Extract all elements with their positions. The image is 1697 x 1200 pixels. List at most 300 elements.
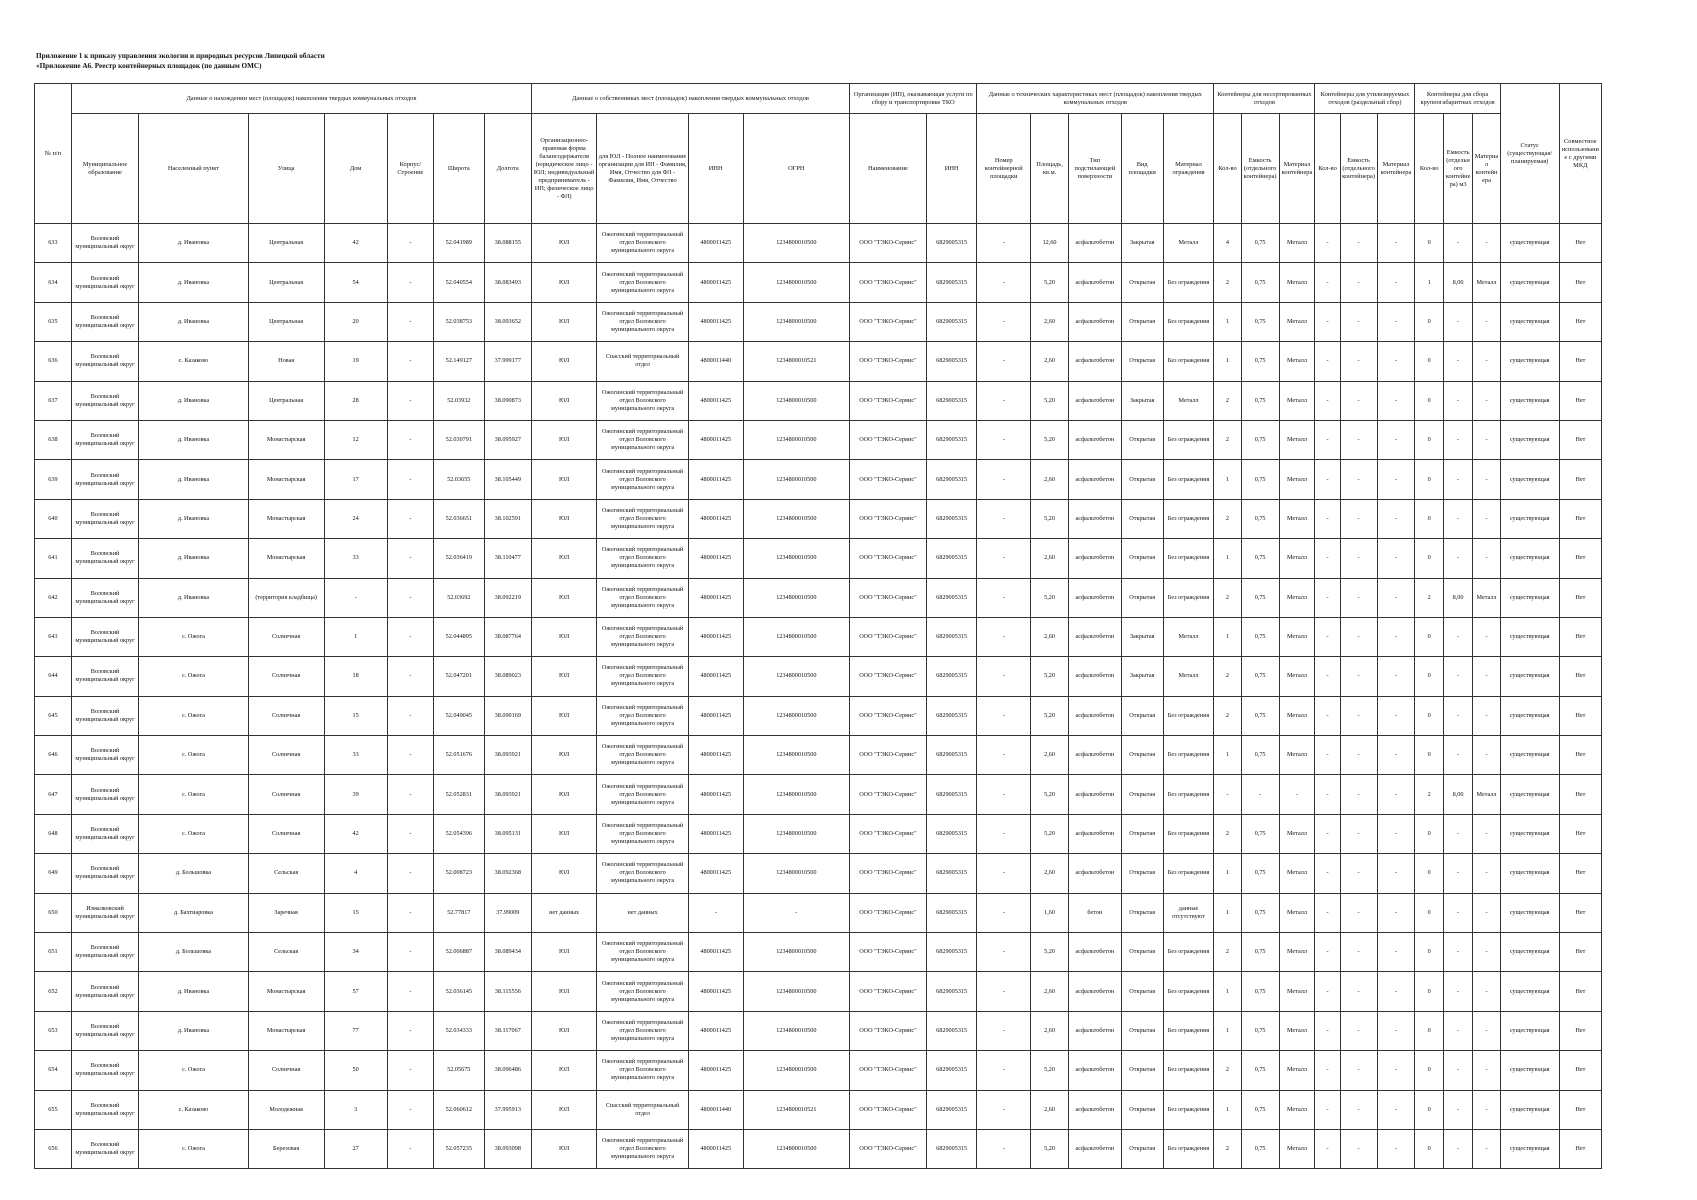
table-cell: Металл <box>1279 1051 1315 1090</box>
table-cell: Ожогинский территориальный отдел Воловского муниципального округа <box>597 972 689 1011</box>
table-cell: 0 <box>1415 1090 1443 1129</box>
table-cell: 0 <box>1415 854 1443 893</box>
table-cell: Металл <box>1279 696 1315 735</box>
table-cell: 38.095927 <box>484 420 531 459</box>
table-cell: 6829005315 <box>926 657 977 696</box>
header-column-row <box>35 114 1602 224</box>
table-cell: асфальтобетон <box>1069 814 1122 853</box>
table-cell: существующая <box>1500 1090 1559 1129</box>
table-cell: Закрытая <box>1121 617 1163 656</box>
table-cell: Без ограждения <box>1163 736 1214 775</box>
group-bulky: Контейнеры для сбора крупногабаритных отходов <box>1415 84 1500 114</box>
table-cell: асфальтобетон <box>1069 539 1122 578</box>
table-cell: - <box>1443 420 1472 459</box>
table-cell: 42 <box>324 814 387 853</box>
table-cell: - <box>1443 696 1472 735</box>
table-cell: асфальтобетон <box>1069 972 1122 1011</box>
table-cell: 646 <box>35 736 72 775</box>
table-cell: - <box>1377 775 1415 814</box>
table-cell: ЮЛ <box>531 657 596 696</box>
table-cell: - <box>1340 854 1377 893</box>
table-cell: - <box>1340 1011 1377 1050</box>
table-cell: 37.999177 <box>484 342 531 381</box>
table-cell: 0 <box>1415 342 1443 381</box>
table-cell: Без ограждения <box>1163 263 1214 302</box>
table-cell: Монастырская <box>248 539 324 578</box>
table-cell: 642 <box>35 578 72 617</box>
table-cell: Воловский муниципальный округ <box>71 854 138 893</box>
table-cell: 639 <box>35 460 72 499</box>
table-cell: 5,20 <box>1031 657 1069 696</box>
table-cell: - <box>1315 578 1340 617</box>
table-cell: - <box>387 696 433 735</box>
table-cell: д. Ивановка <box>139 578 249 617</box>
table-cell: нет данных <box>531 893 596 932</box>
table-cell: д. Ивановка <box>139 263 249 302</box>
table-cell: - <box>1340 736 1377 775</box>
table-cell: 4800011425 <box>688 263 743 302</box>
table-cell: 4800011425 <box>688 1051 743 1090</box>
table-cell: нет данных <box>597 893 689 932</box>
table-cell: 52.006887 <box>434 933 485 972</box>
table-row <box>35 972 1602 1011</box>
table-cell: 38.083493 <box>484 263 531 302</box>
table-cell: 4800011425 <box>688 814 743 853</box>
table-cell: 52.060612 <box>434 1090 485 1129</box>
table-cell: - <box>977 224 1031 263</box>
table-cell: 0 <box>1415 1011 1443 1050</box>
table-cell: существующая <box>1500 893 1559 932</box>
table-row <box>35 302 1602 341</box>
table-cell: Без ограждения <box>1163 460 1214 499</box>
table-cell: 38.096486 <box>484 1051 531 1090</box>
table-cell: Сельская <box>248 933 324 972</box>
table-cell: Металл <box>1163 657 1214 696</box>
table-cell: Открытая <box>1121 696 1163 735</box>
table-cell: асфальтобетон <box>1069 420 1122 459</box>
table-cell: Измалковский муниципальный округ <box>71 893 138 932</box>
table-cell: Без ограждения <box>1163 1090 1214 1129</box>
table-cell: - <box>1473 972 1500 1011</box>
table-cell: 19 <box>324 342 387 381</box>
table-cell: существующая <box>1500 736 1559 775</box>
table-cell: 42 <box>324 224 387 263</box>
table-cell: - <box>1473 224 1500 263</box>
table-cell: 52.77817 <box>434 893 485 932</box>
table-cell: ЮЛ <box>531 1051 596 1090</box>
table-cell: 4800011425 <box>688 420 743 459</box>
table-cell: Металл <box>1279 342 1315 381</box>
table-cell: - <box>1340 342 1377 381</box>
table-cell: 1234800010500 <box>743 657 849 696</box>
table-cell: (территория кладбища) <box>248 578 324 617</box>
table-cell: Монастырская <box>248 972 324 1011</box>
col-owner-inn: ИНН <box>688 114 743 224</box>
table-cell: - <box>1340 263 1377 302</box>
table-cell: существующая <box>1500 972 1559 1011</box>
table-cell: асфальтобетон <box>1069 263 1122 302</box>
table-cell: Металл <box>1279 420 1315 459</box>
table-cell: - <box>1443 893 1472 932</box>
table-cell: ЮЛ <box>531 578 596 617</box>
table-row <box>35 539 1602 578</box>
table-cell: - <box>977 972 1031 1011</box>
table-cell: 1 <box>324 617 387 656</box>
table-cell: Нет <box>1559 814 1601 853</box>
table-cell: с. Ожога <box>139 736 249 775</box>
col-bulky-qty: Кол-во <box>1415 114 1443 224</box>
table-cell: 1 <box>1214 539 1241 578</box>
table-cell: ООО "ТЭКО-Сервис" <box>850 302 927 341</box>
table-cell: Открытая <box>1121 893 1163 932</box>
table-cell: 0 <box>1415 302 1443 341</box>
table-cell: Металл <box>1279 814 1315 853</box>
table-cell: 52.041989 <box>434 224 485 263</box>
table-cell: Ожогинский территориальный отдел Воловского муниципального округа <box>597 1129 689 1168</box>
table-cell: существующая <box>1500 420 1559 459</box>
table-cell: 0 <box>1415 1051 1443 1090</box>
table-cell: 647 <box>35 775 72 814</box>
col-bulky-capacity: Емкость (отдельного контейнера) м3 <box>1443 114 1472 224</box>
table-cell: Сельская <box>248 854 324 893</box>
table-cell: ООО "ТЭКО-Сервис" <box>850 539 927 578</box>
table-cell: Закрытая <box>1121 224 1163 263</box>
table-cell: 6829005315 <box>926 696 977 735</box>
table-cell: - <box>1473 460 1500 499</box>
table-cell: - <box>1443 381 1472 420</box>
table-cell: 0,75 <box>1241 1090 1279 1129</box>
table-cell: - <box>1377 263 1415 302</box>
table-cell: 1234800010500 <box>743 1011 849 1050</box>
table-cell: 5,20 <box>1031 1051 1069 1090</box>
table-cell: 2,60 <box>1031 539 1069 578</box>
table-cell: - <box>977 420 1031 459</box>
table-cell: 6829005315 <box>926 775 977 814</box>
table-cell: существующая <box>1500 696 1559 735</box>
table-row <box>35 263 1602 302</box>
col-owner-name: для ЮЛ - Полное наименование организации для ИП - Фамилия, Имя, Отчество для ФЛ - Фамилия, Имя, Отчество <box>597 114 689 224</box>
table-cell: асфальтобетон <box>1069 499 1122 538</box>
table-cell: 0 <box>1415 933 1443 972</box>
table-cell: - <box>1315 1090 1340 1129</box>
col-area: Площадь, кв.м. <box>1031 114 1069 224</box>
table-cell: 37.99009 <box>484 893 531 932</box>
table-cell: Воловский муниципальный округ <box>71 302 138 341</box>
table-cell: ООО "ТЭКО-Сервис" <box>850 854 927 893</box>
table-cell: ЮЛ <box>531 736 596 775</box>
table-cell: 652 <box>35 972 72 1011</box>
table-cell: 15 <box>324 893 387 932</box>
table-cell: - <box>1473 893 1500 932</box>
table-row <box>35 933 1602 972</box>
table-cell: - <box>387 854 433 893</box>
table-cell: Металл <box>1473 775 1500 814</box>
table-cell: д. Ивановка <box>139 460 249 499</box>
table-cell: Воловский муниципальный округ <box>71 263 138 302</box>
table-cell: - <box>1214 775 1241 814</box>
table-cell: - <box>1340 499 1377 538</box>
table-cell: Металл <box>1163 224 1214 263</box>
table-cell: - <box>1315 460 1340 499</box>
table-cell: 641 <box>35 539 72 578</box>
table-cell: - <box>1340 420 1377 459</box>
table-cell: - <box>1473 696 1500 735</box>
table-cell: - <box>977 460 1031 499</box>
table-cell: Воловский муниципальный округ <box>71 499 138 538</box>
table-cell: Нет <box>1559 302 1601 341</box>
table-cell: - <box>1340 1090 1377 1129</box>
table-cell: д. Ивановка <box>139 1011 249 1050</box>
table-cell: Без ограждения <box>1163 1129 1214 1168</box>
table-cell: 1 <box>1214 736 1241 775</box>
table-cell: - <box>387 972 433 1011</box>
table-cell: 52.049045 <box>434 696 485 735</box>
table-cell: 2,60 <box>1031 1011 1069 1050</box>
table-cell: 28 <box>324 381 387 420</box>
table-cell: - <box>1340 539 1377 578</box>
table-cell: 38.093652 <box>484 302 531 341</box>
table-cell: 1234800010500 <box>743 420 849 459</box>
table-row <box>35 736 1602 775</box>
table-cell: - <box>977 775 1031 814</box>
table-cell: 1234800010500 <box>743 1129 849 1168</box>
table-cell: - <box>1443 736 1472 775</box>
table-cell: Нет <box>1559 224 1601 263</box>
table-row <box>35 499 1602 538</box>
table-cell: Воловский муниципальный округ <box>71 1011 138 1050</box>
table-cell: ЮЛ <box>531 696 596 735</box>
table-cell: 1234800010500 <box>743 460 849 499</box>
table-cell: - <box>1315 224 1340 263</box>
table-cell: Молодежная <box>248 1090 324 1129</box>
table-cell: - <box>1340 1051 1377 1090</box>
table-cell: - <box>1377 342 1415 381</box>
col-unsorted-material: Материал контейнера <box>1279 114 1315 224</box>
table-cell: - <box>1377 617 1415 656</box>
table-cell: Без ограждения <box>1163 814 1214 853</box>
table-cell: ЮЛ <box>531 933 596 972</box>
table-cell: - <box>1340 933 1377 972</box>
table-cell: 0,75 <box>1241 933 1279 972</box>
table-cell: асфальтобетон <box>1069 224 1122 263</box>
table-cell: 0,75 <box>1241 814 1279 853</box>
table-cell: асфальтобетон <box>1069 696 1122 735</box>
table-cell: 3 <box>324 1090 387 1129</box>
table-cell: 1234800010500 <box>743 736 849 775</box>
table-cell: 38.102591 <box>484 499 531 538</box>
table-cell: 38.090873 <box>484 381 531 420</box>
table-cell: 1 <box>1214 302 1241 341</box>
table-cell: - <box>1443 539 1472 578</box>
table-cell: - <box>1340 775 1377 814</box>
table-cell: 0,75 <box>1241 736 1279 775</box>
table-cell: - <box>1377 1129 1415 1168</box>
col-settlement: Населенный пункт <box>139 114 249 224</box>
table-cell: - <box>387 657 433 696</box>
table-cell: 648 <box>35 814 72 853</box>
table-cell: Центральная <box>248 224 324 263</box>
table-cell: Металл <box>1163 617 1214 656</box>
table-cell: 4800011425 <box>688 696 743 735</box>
table-cell: Воловский муниципальный округ <box>71 775 138 814</box>
table-cell: 1234800010500 <box>743 1051 849 1090</box>
table-cell: Без ограждения <box>1163 1011 1214 1050</box>
table-cell: Открытая <box>1121 775 1163 814</box>
table-cell: - <box>387 381 433 420</box>
col-longitude: Долгота <box>484 114 531 224</box>
table-cell: ООО "ТЭКО-Сервис" <box>850 263 927 302</box>
table-cell: 38.088155 <box>484 224 531 263</box>
table-cell: Без ограждения <box>1163 696 1214 735</box>
table-cell: Солнечная <box>248 814 324 853</box>
table-cell: Ожогинский территориальный отдел Воловского муниципального округа <box>597 736 689 775</box>
table-cell: с. Ожога <box>139 775 249 814</box>
table-cell: - <box>1315 539 1340 578</box>
table-cell: 4800011425 <box>688 1011 743 1050</box>
col-site-type: Вид площадки <box>1121 114 1163 224</box>
table-cell: - <box>1340 381 1377 420</box>
col-fence: Материал ограждения <box>1163 114 1214 224</box>
header-line-2: «Приложение А6. Реестр контейнерных площадок (по данным ОМС) <box>36 62 262 70</box>
table-cell: 4800011425 <box>688 1129 743 1168</box>
table-cell: существующая <box>1500 854 1559 893</box>
table-cell: Металл <box>1473 263 1500 302</box>
table-cell: 637 <box>35 381 72 420</box>
table-cell: 12,60 <box>1031 224 1069 263</box>
table-cell: Без ограждения <box>1163 302 1214 341</box>
table-cell: 5,20 <box>1031 381 1069 420</box>
table-cell: Воловский муниципальный округ <box>71 1051 138 1090</box>
table-cell: - <box>387 933 433 972</box>
table-cell: Монастырская <box>248 420 324 459</box>
table-cell: Открытая <box>1121 460 1163 499</box>
table-cell: 38.089434 <box>484 933 531 972</box>
table-cell: Металл <box>1279 224 1315 263</box>
table-cell: 6829005315 <box>926 420 977 459</box>
table-cell: 0 <box>1415 460 1443 499</box>
table-cell: 38.089023 <box>484 657 531 696</box>
table-cell: 6829005315 <box>926 499 977 538</box>
table-cell: Ожогинский территориальный отдел Воловского муниципального округа <box>597 775 689 814</box>
table-cell: Закрытая <box>1121 657 1163 696</box>
table-cell: - <box>1443 342 1472 381</box>
table-cell: д. Ивановка <box>139 381 249 420</box>
table-cell: Нет <box>1559 578 1601 617</box>
table-cell: 52.03655 <box>434 460 485 499</box>
table-cell: 650 <box>35 893 72 932</box>
col-num: № п/п <box>35 84 72 224</box>
col-bulky-material: Материал контейнера <box>1473 114 1500 224</box>
table-cell: - <box>1443 1129 1472 1168</box>
col-municipality: Муниципальное образование <box>71 114 138 224</box>
table-cell: Воловский муниципальный округ <box>71 460 138 499</box>
table-cell: существующая <box>1500 460 1559 499</box>
table-cell: - <box>977 499 1031 538</box>
table-cell: 1234800010500 <box>743 933 849 972</box>
table-cell: Солнечная <box>248 617 324 656</box>
table-cell: 4800011425 <box>688 539 743 578</box>
table-cell: 52.036651 <box>434 499 485 538</box>
table-cell: 1234800010500 <box>743 972 849 1011</box>
table-cell: 1234800010521 <box>743 342 849 381</box>
table-cell: с. Ожога <box>139 814 249 853</box>
table-cell: - <box>1340 814 1377 853</box>
table-cell: - <box>1377 972 1415 1011</box>
table-cell: Открытая <box>1121 814 1163 853</box>
table-cell: Металл <box>1279 539 1315 578</box>
table-cell: Воловский муниципальный округ <box>71 224 138 263</box>
table-cell: 4800011425 <box>688 224 743 263</box>
table-cell: - <box>1473 1129 1500 1168</box>
table-cell: 38.095131 <box>484 814 531 853</box>
table-cell: с. Казаково <box>139 1090 249 1129</box>
col-recyclable-capacity: Емкость (отдельного контейнера) <box>1340 114 1377 224</box>
table-cell: - <box>1443 657 1472 696</box>
table-cell: Монастырская <box>248 499 324 538</box>
table-cell: Открытая <box>1121 420 1163 459</box>
table-cell: Ожогинский территориальный отдел Воловского муниципального округа <box>597 263 689 302</box>
table-cell: 1234800010500 <box>743 775 849 814</box>
table-cell: Без ограждения <box>1163 578 1214 617</box>
table-cell: 635 <box>35 302 72 341</box>
table-cell: ООО "ТЭКО-Сервис" <box>850 224 927 263</box>
table-cell: ООО "ТЭКО-Сервис" <box>850 972 927 1011</box>
table-cell: ООО "ТЭКО-Сервис" <box>850 1051 927 1090</box>
table-cell: - <box>977 893 1031 932</box>
table-row <box>35 1051 1602 1090</box>
table-cell: ООО "ТЭКО-Сервис" <box>850 933 927 972</box>
col-unsorted-capacity: Емкость (отдельного контейнера) <box>1241 114 1279 224</box>
table-cell: 0 <box>1415 696 1443 735</box>
table-cell: 54 <box>324 263 387 302</box>
table-cell: Спасский территориальный отдел <box>597 342 689 381</box>
table-cell: - <box>1315 657 1340 696</box>
table-cell: Открытая <box>1121 578 1163 617</box>
table-cell: Металл <box>1279 1011 1315 1050</box>
table-cell: 77 <box>324 1011 387 1050</box>
table-cell: Металл <box>1279 381 1315 420</box>
table-cell: 38.115556 <box>484 972 531 1011</box>
table-cell: Ожогинский территориальный отдел Воловского муниципального округа <box>597 420 689 459</box>
table-cell: Открытая <box>1121 1051 1163 1090</box>
table-cell: - <box>977 302 1031 341</box>
table-cell: - <box>1241 775 1279 814</box>
table-cell: Металл <box>1163 381 1214 420</box>
table-cell: - <box>1473 539 1500 578</box>
table-cell: - <box>1443 499 1472 538</box>
col-building: Корпус/Строение <box>387 114 433 224</box>
table-cell: ООО "ТЭКО-Сервис" <box>850 696 927 735</box>
container-site-registry-table <box>34 83 1602 1169</box>
table-cell: - <box>1315 1051 1340 1090</box>
table-cell: - <box>1377 1051 1415 1090</box>
table-cell: - <box>1443 1051 1472 1090</box>
table-cell: - <box>977 1129 1031 1168</box>
table-cell: - <box>387 1090 433 1129</box>
table-cell: 5,20 <box>1031 775 1069 814</box>
table-cell: Центральная <box>248 302 324 341</box>
table-cell: Металл <box>1279 460 1315 499</box>
table-cell: ЮЛ <box>531 302 596 341</box>
table-cell: Нет <box>1559 854 1601 893</box>
table-cell: Открытая <box>1121 1129 1163 1168</box>
table-cell: Солнечная <box>248 657 324 696</box>
table-cell: 653 <box>35 1011 72 1050</box>
table-cell: - <box>977 263 1031 302</box>
table-cell: - <box>1377 381 1415 420</box>
table-cell: 0 <box>1415 972 1443 1011</box>
table-cell: ООО "ТЭКО-Сервис" <box>850 460 927 499</box>
